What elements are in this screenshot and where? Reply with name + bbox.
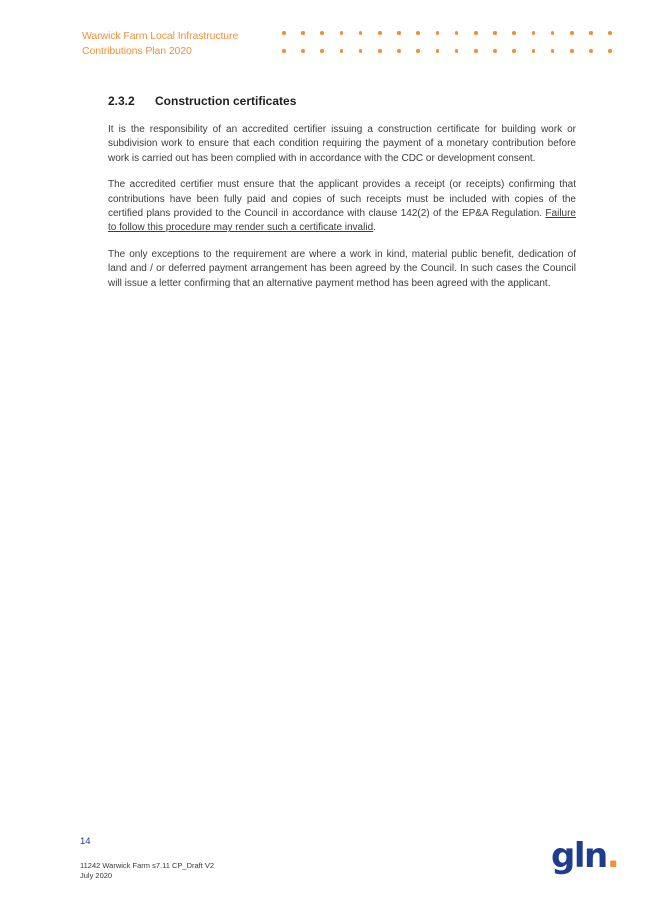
logo-text: gln: [551, 836, 607, 876]
decorative-dot: [340, 31, 344, 35]
decorative-dot: [378, 31, 382, 35]
decorative-dot: [455, 49, 459, 53]
decorative-dot: [397, 49, 401, 53]
decorative-dot: [493, 49, 497, 53]
decorative-dot: [512, 31, 516, 35]
decorative-dot: [455, 31, 459, 35]
dot-row-bottom: [282, 49, 612, 53]
decorative-dot: [608, 31, 612, 35]
header-title-line-2: Contributions Plan 2020: [82, 45, 192, 57]
footer-date: July 2020: [80, 871, 113, 880]
decorative-dot: [436, 49, 440, 53]
decorative-dot: [340, 49, 344, 53]
decorative-dot: [397, 31, 401, 35]
decorative-dot: [570, 49, 574, 53]
paragraph-2-underlined-text: Failure to follow this procedure may render such a certificate invalid: [108, 208, 576, 234]
decorative-dot: [320, 31, 324, 35]
decorative-dot: [359, 31, 363, 35]
decorative-dot: [378, 49, 382, 53]
paragraph-2-tail: .: [373, 222, 376, 234]
dot-row-top: [282, 31, 612, 35]
footer-doc-ref: 11242 Warwick Farm s7.11 CP_Draft V2: [80, 861, 215, 870]
gln-logo: [551, 836, 618, 876]
paragraph-2-text: The accredited certifier must ensure that the applicant provides a receipt (or receipts) confirming that contributions have been fully paid and copies of such receipts must be included with copies of the certified plans provided to the Council in accordance with clause 142(2) of the EP&A Regulation.: [108, 179, 576, 220]
header-title-line-1: Warwick Farm Local Infrastructure: [82, 30, 239, 42]
decorative-dot: [301, 31, 305, 35]
decorative-dot: [320, 49, 324, 53]
decorative-dot: [301, 49, 305, 53]
decorative-dot: [589, 49, 593, 53]
section-number: 2.3.2: [108, 94, 135, 108]
decorative-dot: [589, 31, 593, 35]
logo-dot: .: [606, 836, 619, 876]
decorative-dot: [512, 49, 516, 53]
header-title: [82, 29, 272, 59]
decorative-dot: [416, 31, 420, 35]
decorative-dot: [416, 49, 420, 53]
section-title: Construction certificates: [155, 94, 297, 108]
paragraph-3: [108, 248, 576, 291]
section-heading: [108, 94, 576, 108]
decorative-dot: [532, 49, 536, 53]
decorative-dot: [474, 31, 478, 35]
decorative-dot: [551, 49, 555, 53]
paragraph-1-text: It is the responsibility of an accredited certifier issuing a construction certificate for building work or subdivision work to ensure that each condition requiring the payment of a monetary contribution before work is carried out has been complied with in accordance with the CDC or development consent.: [108, 124, 576, 164]
decorative-dot: [474, 49, 478, 53]
section-construction-certificates: [108, 94, 576, 303]
decorative-dot: [551, 31, 555, 35]
decorative-dot: [436, 31, 440, 35]
paragraph-2: [108, 178, 576, 236]
footer: [80, 861, 214, 881]
decorative-dot: [493, 31, 497, 35]
decorative-dot: [359, 49, 363, 53]
paragraph-1: [108, 123, 576, 166]
decorative-dot: [608, 49, 612, 53]
decorative-dot: [282, 49, 286, 53]
decorative-dot: [282, 31, 286, 35]
decorative-dot: [570, 31, 574, 35]
header-dot-pattern: [282, 31, 612, 55]
paragraph-3-text: The only exceptions to the requirement are where a work in kind, material public benefit, dedication of land and / or deferred payment arrangement has been agreed by the Council. In such cases the Council will issue a letter confirming that an alternative payment method has been agreed with the applicant.: [108, 248, 576, 289]
decorative-dot: [532, 31, 536, 35]
page-number: 14: [80, 836, 91, 847]
